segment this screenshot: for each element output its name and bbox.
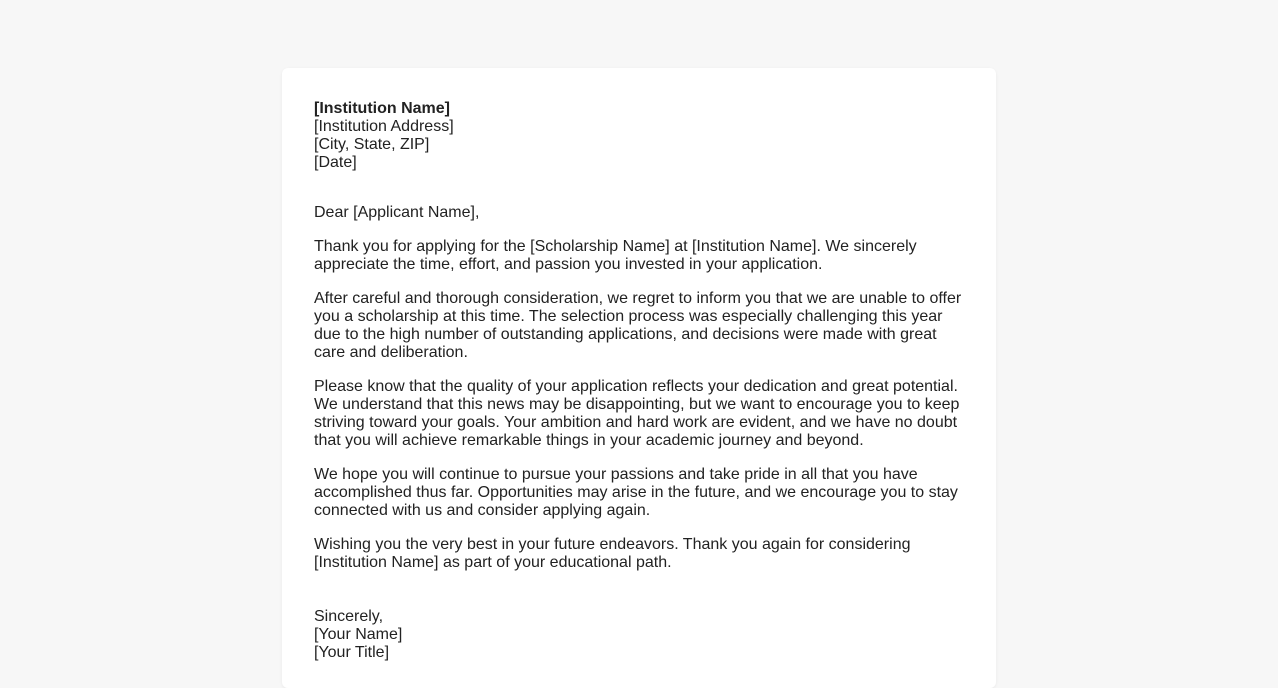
letter-date: [Date] <box>314 154 357 171</box>
body-paragraph-4: We hope you will continue to pursue your passions and take pride in all that you have accomplished thus far. Opportunities may arise in the future, and we encourage you to stay connected with us and consider applying again. <box>314 466 958 519</box>
valediction: Sincerely, <box>314 608 384 625</box>
body-paragraph-3: Please know that the quality of your application reflects your dedication and great potential. We understand that this news may be disappointing, but we want to encourage you to keep striving toward your goals. Your ambition and hard work are evident, and we have no doubt that you will achieve remarkable things in your academic journey and beyond. <box>314 378 960 449</box>
body-paragraph-2: After careful and thorough consideration, we regret to inform you that we are unable to offer you a scholarship at this time. The selection process was especially challenging this year due to the high number of outstanding applications, and decisions were made with great care and deliberation. <box>314 290 962 361</box>
closing-block <box>314 608 964 662</box>
letter-header <box>314 100 964 172</box>
institution-address: [Institution Address] <box>314 118 454 135</box>
salutation: Dear [Applicant Name], <box>314 204 480 221</box>
signer-title: [Your Title] <box>314 644 390 661</box>
institution-name: [Institution Name] <box>314 100 450 117</box>
signer-name: [Your Name] <box>314 626 403 643</box>
city-state-zip: [City, State, ZIP] <box>314 136 430 153</box>
letter-card <box>282 68 996 688</box>
body-paragraph-1: Thank you for applying for the [Scholarship Name] at [Institution Name]. We sincerely appreciate the time, effort, and passion you invested in your application. <box>314 238 917 273</box>
body-paragraph-5: Wishing you the very best in your future endeavors. Thank you again for considering [Institution Name] as part of your educational path. <box>314 536 911 571</box>
